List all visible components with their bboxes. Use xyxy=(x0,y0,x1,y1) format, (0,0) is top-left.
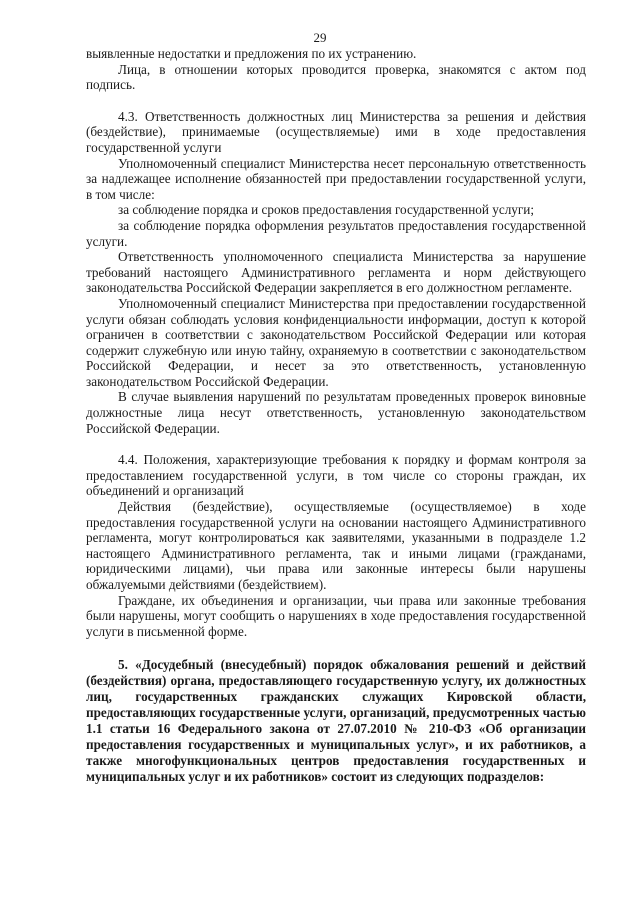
document-body xyxy=(86,46,586,785)
spacer xyxy=(86,436,586,452)
paragraph: Уполномоченный специалист Министерства при предоставлении государственной услуги обязан соблюдать условия конфиденциальности информации, доступ к которой ограничен в соответствии с законодательством Российской Федерации или которая содержит служебную или иную тайну, охраняемую в соответствии с законодательством Российской Федерации, и несет за это ответственность, установленную законодательством Российской Федерации. xyxy=(86,295,586,389)
paragraph: Граждане, их объединения и организации, чьи права или законные требования были нарушены, могут сообщить о нарушениях в ходе предоставления государственной услуги в письменной форме. xyxy=(86,592,586,639)
paragraph: выявленные недостатки и предложения по их устранению. xyxy=(86,46,417,61)
spacer xyxy=(86,93,586,109)
paragraph: Лица, в отношении которых проводится проверка, знакомятся с актом под подпись. xyxy=(86,61,586,93)
spacer xyxy=(86,639,586,657)
paragraph: В случае выявления нарушений по результатам проведенных проверок виновные должностные лица несут ответственность, установленную законодательством Российской Федерации. xyxy=(86,389,586,436)
paragraph: Ответственность уполномоченного специалиста Министерства за нарушение требований настоящего Административного регламента и норм действующего законодательства Российской Федерации закрепляется в его должностном регламенте. xyxy=(86,249,586,296)
section-heading-5: 5. «Досудебный (внесудебный) порядок обжалования решений и действий (бездействия) органа, предоставляющего государственную услугу, их должностных лиц, государственных гражданских служащих Кировской области, предоставляющих государственные услуги, организаций, предусмотренных частью 1.1 статьи 16 Федерального закона от 27.07.2010 № 210-ФЗ «Об организации предоставления государственных и муниципальных услуг», и их работников, а также многофункциональных центров предоставления государственных и муниципальных услуг и их работников» состоит из следующих подразделов: xyxy=(86,657,586,785)
paragraph: Уполномоченный специалист Министерства несет персональную ответственность за надлежащее исполнение обязанностей при предоставлении государственной услуги, в том числе: xyxy=(86,155,586,202)
paragraph: Действия (бездействие), осуществляемые (осуществляемое) в ходе предоставления государственной услуги на основании настоящего Административного регламента, могут контролироваться как заявителями, указанными в подразделе 1.2 настоящего Административного регламента, так и иными лицами (гражданами, юридическими лицами), чьи права или законные интересы были нарушены обжалуемыми действиями (бездействием). xyxy=(86,499,586,592)
paragraph: за соблюдение порядка и сроков предоставления государственной услуги; xyxy=(118,202,534,218)
subsection-heading-4-4: 4.4. Положения, характеризующие требования к порядку и формам контроля за предоставлением государственной услуги, в том числе со стороны граждан, их объединений и организаций xyxy=(86,452,586,499)
page-number: 29 xyxy=(313,30,327,45)
subsection-heading-4-3: 4.3. Ответственность должностных лиц Министерства за решения и действия (бездействие), принимаемые (осуществляемые) ими в ходе предоставления государственной услуги xyxy=(86,108,586,155)
paragraph: за соблюдение порядка оформления результатов предоставления государственной услуги. xyxy=(86,217,586,249)
